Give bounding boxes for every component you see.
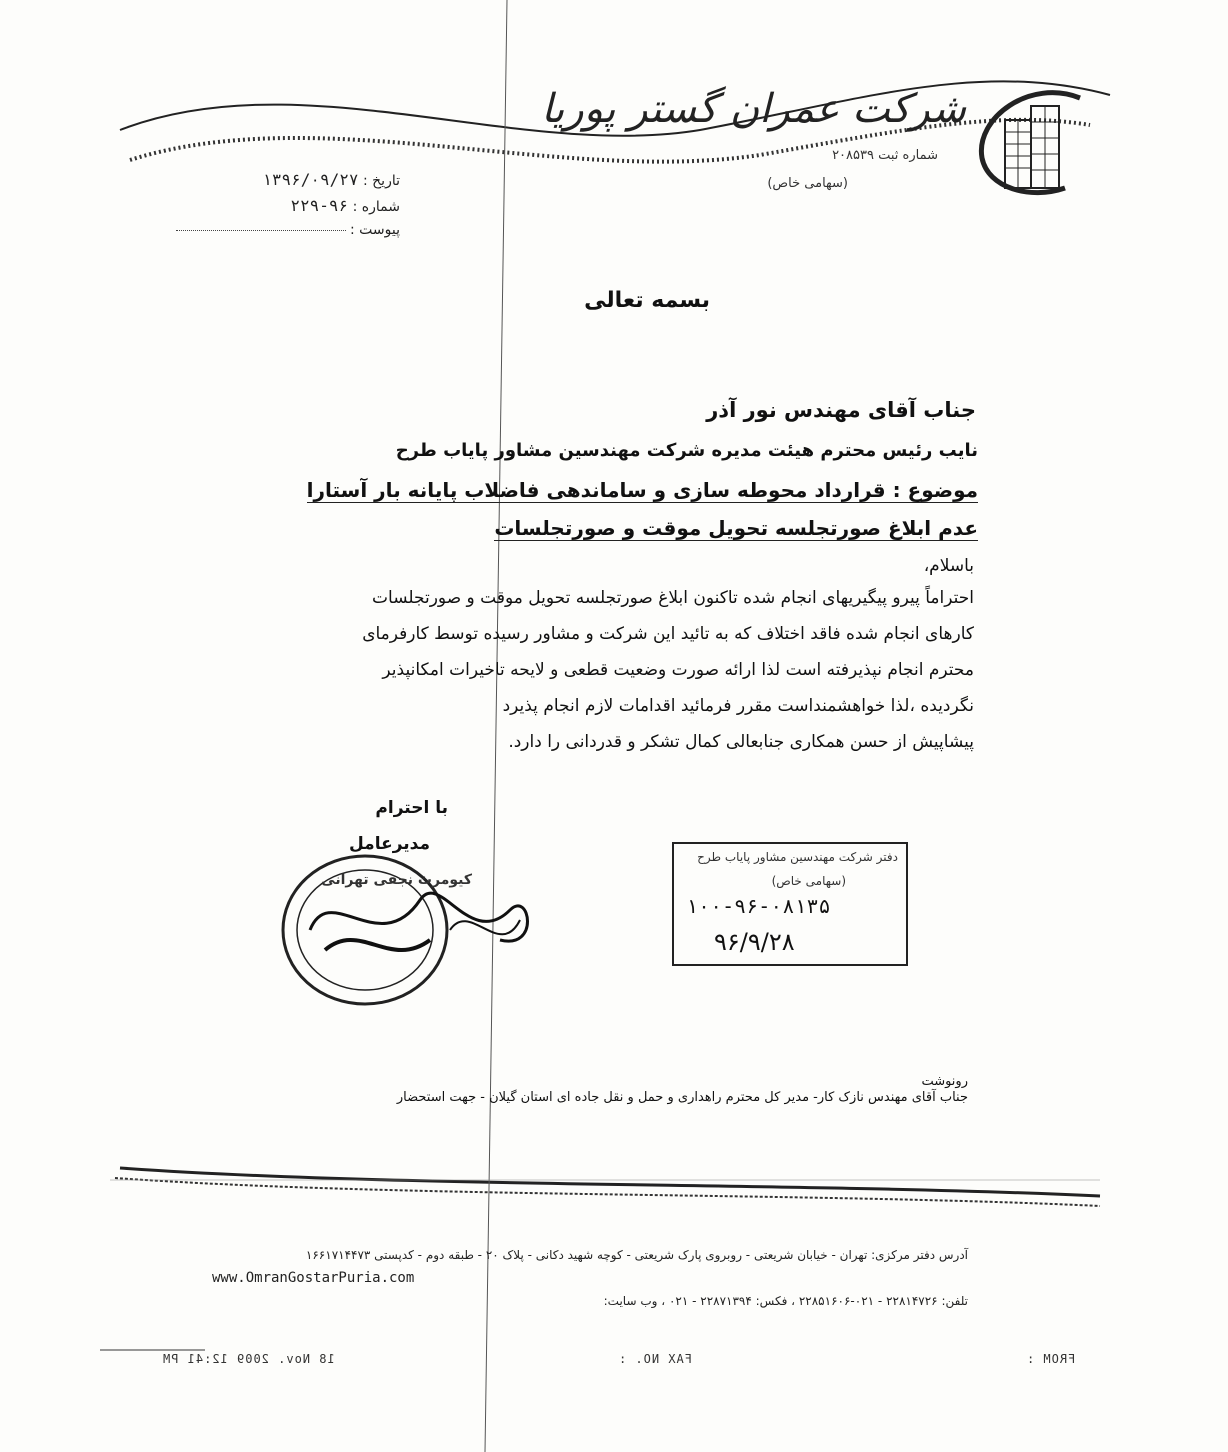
basmala: بسمه تعالی — [584, 288, 710, 313]
body-line: احتراماً پیرو پیگیریهای انجام شده تاکنون ابلاغ صورتجلسه تحویل موقت و صورتجلسات — [372, 588, 974, 608]
body-line: نگردیده ،لذا خواهشمنداست مقرر فرمائید اقدامات لازم انجام پذیرد — [502, 696, 974, 716]
fax-strip-right: FROM : — [1026, 1352, 1076, 1366]
number-label: شماره : — [352, 199, 400, 215]
cc-label: رونوشت — [921, 1074, 968, 1089]
receipt-stamp-date: ۹۶/۹/۲۸ — [714, 928, 795, 956]
number-value: ۹۶-۲۲۹ — [290, 196, 349, 215]
cc-text: جناب آقای مهندس نازک کار- مدیر کل محترم راهداری و حمل و نقل جاده ای استان گیلان - جهت استحضار — [396, 1090, 968, 1105]
company-name: شرکت عمران گستر پوریا — [541, 86, 966, 132]
subject-line-1: موضوع : قرارداد محوطه سازی و ساماندهی فاضلاب پایانه بار آستارا — [306, 478, 978, 502]
footer-address: آدرس دفتر مرکزی: تهران - خیابان شریعتی - روبروی پارک شریعتی - کوچه شهید دکانی - پلاک ۲۰ - طبقه دوم - کدپستی ۱۶۶۱۷۱۴۴۷۳ — [305, 1248, 968, 1262]
registration-number: شماره ثبت ۲۰۸۵۳۹ — [832, 148, 938, 163]
recipient-title: نایب رئیس محترم هیئت مدیره شرکت مهندسین مشاور پایاب طرح — [395, 440, 978, 461]
greeting: باسلام، — [923, 556, 974, 576]
date-field — [262, 170, 400, 189]
receipt-stamp-line2: (سهامی خاص) — [771, 874, 846, 888]
seal-text: کیومرث نجفی تهرانی — [321, 872, 472, 888]
subject-line-2: عدم ابلاغ صورتجلسه تحویل موقت و صورتجلسات — [494, 516, 978, 540]
body-line: محترم انجام نپذیرفته است لذا ارائه صورت وضعیت قطعی و لایحه تاخیرات امکانپذیر — [382, 660, 974, 680]
body-line: کارهای انجام شده فاقد اختلاف که به تائید این شرکت و مشاور رسیده توسط کارفرمای — [362, 624, 974, 644]
date-value: ۱۳۹۶/۰۹/۲۷ — [262, 170, 359, 189]
company-seal-icon — [270, 840, 570, 1030]
attachment-dots — [176, 230, 346, 231]
attachment-label: پیوست : — [350, 222, 400, 238]
receipt-stamp-line1: دفتر شرکت مهندسین مشاور پایاب طرح — [697, 850, 898, 864]
footer-website: www.OmranGostarPuria.com — [212, 1270, 415, 1286]
receipt-stamp — [672, 842, 908, 966]
company-logo-icon — [970, 88, 1090, 200]
attachment-field — [170, 222, 400, 238]
receipt-stamp-number: ۱۰۰-۹۶-۰۸۱۳۵ — [686, 894, 831, 918]
recipient-name: جناب آقای مهندس نور آذر — [706, 398, 976, 422]
footer-phones: تلفن: ۲۲۸۱۴۷۲۶ - ۰۲۱-۲۲۸۵۱۶۰۶ ، فکس: ۲۲۸۷۱۳۹۴ - ۰۲۱ ، وب سایت: — [603, 1294, 968, 1308]
fax-strip-left: 18 Nov. 2009 12:41 PM — [162, 1352, 335, 1366]
number-field — [290, 196, 400, 215]
company-type: (سهامی خاص) — [767, 176, 848, 191]
closing: با احترام — [375, 798, 448, 818]
body-line: پیشاپیش از حسن همکاری جنابعالی کمال تشکر و قدردانی را دارد. — [508, 732, 974, 752]
signer-title: مدیرعامل — [349, 834, 430, 854]
date-label: تاریخ : — [362, 173, 400, 189]
fax-strip-middle: FAX NO. : — [618, 1352, 693, 1366]
